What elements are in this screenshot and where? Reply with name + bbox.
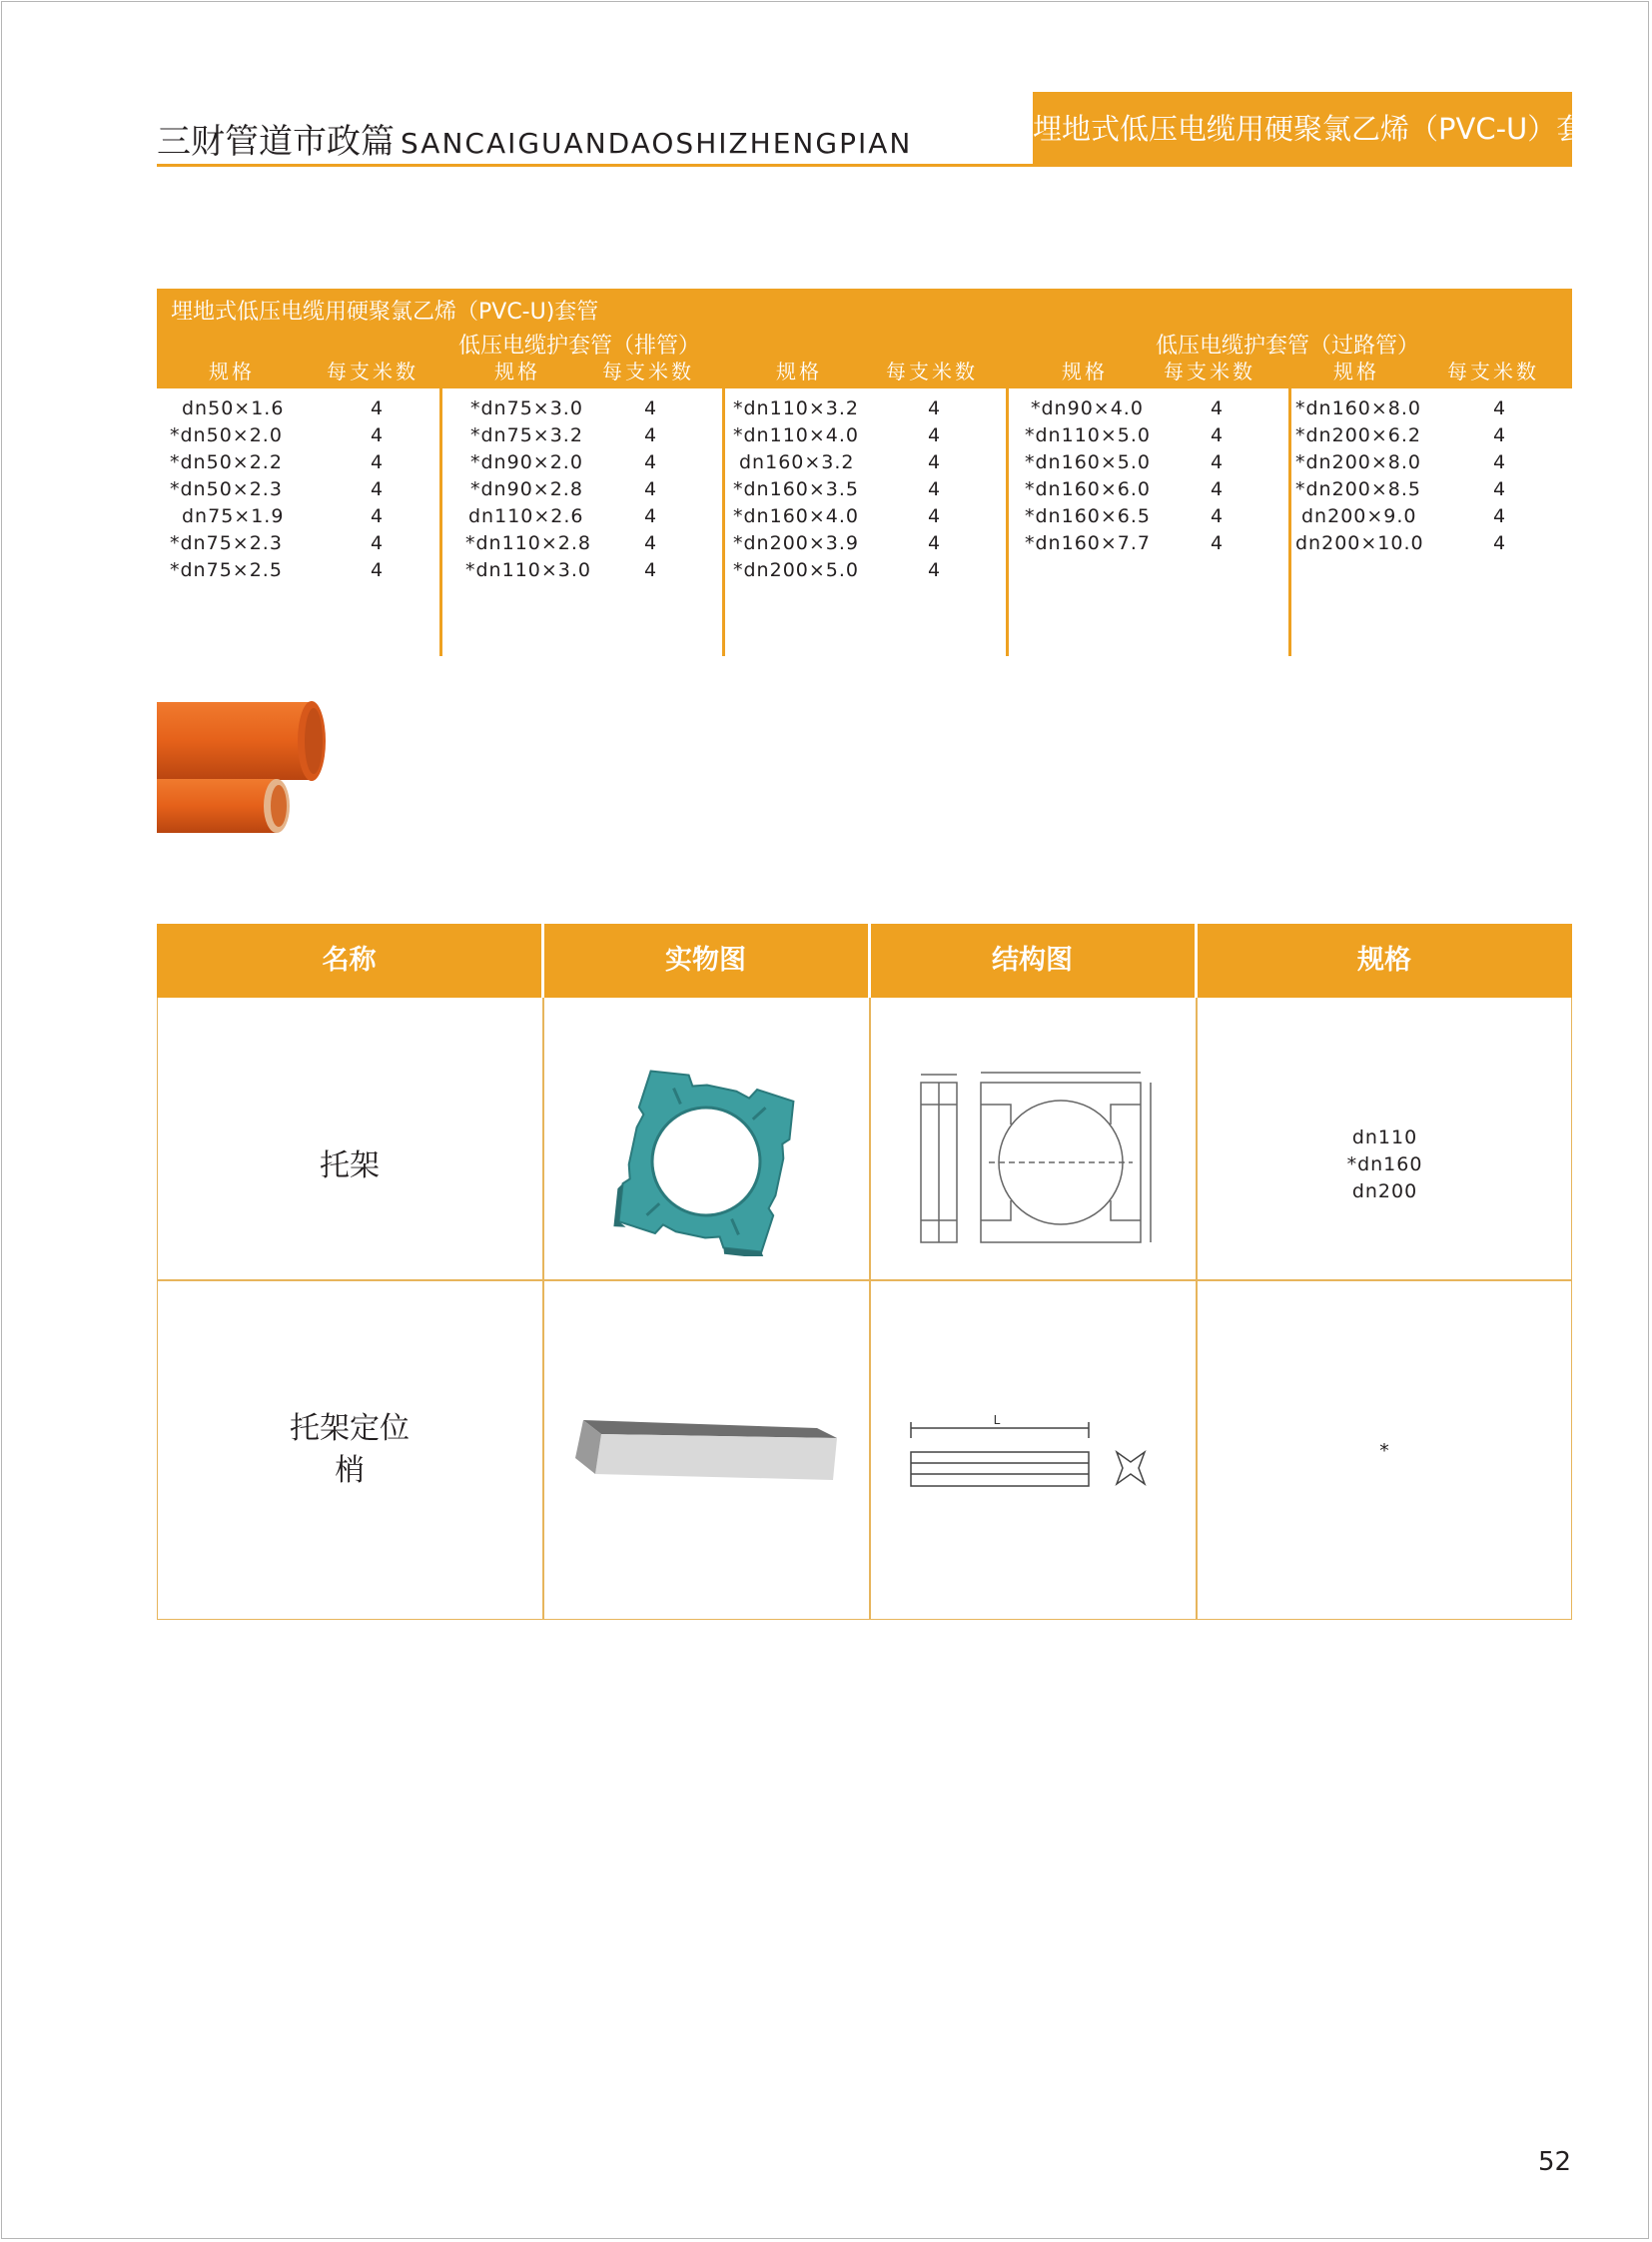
spec-table-title: 埋地式低压电缆用硬聚氯乙烯（PVC-U)套管 <box>171 300 599 325</box>
bracket-structure-drawing <box>911 1065 1161 1256</box>
page-title <box>157 120 912 166</box>
count-value: 4 <box>371 397 385 419</box>
count-value: 4 <box>371 532 385 554</box>
spec-value: *dn50×2.3 <box>170 478 283 500</box>
count-value: 4 <box>928 451 942 473</box>
col-header-spec: 规格 <box>776 360 822 383</box>
count-value: 4 <box>1493 424 1507 446</box>
column-divider <box>1288 388 1291 656</box>
spec-value: *dn110×3.0 <box>465 559 592 581</box>
spec-value: *dn200×8.5 <box>1295 478 1422 500</box>
count-list-col2 <box>644 395 657 584</box>
spec-value: dn75×1.9 <box>182 505 285 527</box>
header-photo: 实物图 <box>665 945 746 976</box>
count-value: 4 <box>644 478 658 500</box>
count-value: 4 <box>928 478 942 500</box>
col-header-spec: 规格 <box>1333 360 1379 383</box>
count-list-col4 <box>1211 395 1224 557</box>
spec-value: *dn110×5.0 <box>1025 424 1152 446</box>
locating-pin-photo <box>571 1412 841 1492</box>
row-divider <box>157 1279 1572 1281</box>
group-label-paiguan: 低压电缆护套管（排管） <box>458 334 701 359</box>
count-value: 4 <box>928 397 942 419</box>
count-value: 4 <box>1493 451 1507 473</box>
count-value: 4 <box>371 451 385 473</box>
col-header-spec: 规格 <box>1062 360 1108 383</box>
count-value: 4 <box>371 424 385 446</box>
count-value: 4 <box>644 505 658 527</box>
count-value: 4 <box>1211 451 1225 473</box>
spec-list-col4 <box>1025 395 1151 557</box>
product-table <box>157 924 1572 1620</box>
spec-table-header <box>157 289 1572 388</box>
pvc-pipe-photo <box>157 699 327 834</box>
count-value: 4 <box>644 424 658 446</box>
spec-value: *dn160 <box>1346 1153 1423 1175</box>
spec-value: *dn50×2.0 <box>170 424 283 446</box>
group-label-guolu: 低压电缆护套管（过路管） <box>1156 334 1420 359</box>
spec-value: *dn75×2.3 <box>170 532 283 554</box>
header-divider <box>541 924 544 998</box>
header-divider <box>868 924 871 998</box>
product-table-header <box>157 924 1572 998</box>
spec-value: dn200 <box>1351 1180 1418 1202</box>
spec-value: *dn90×4.0 <box>1031 397 1144 419</box>
count-value: 4 <box>1493 532 1507 554</box>
spec-value: *dn110×4.0 <box>733 424 860 446</box>
title-latin: SANCAIGUANDAOSHIZHENGPIAN <box>401 127 913 160</box>
header-divider <box>1195 924 1198 998</box>
col-header-count: 每支米数 <box>1164 360 1255 383</box>
product-name-line: 托架定位 <box>290 1411 410 1446</box>
col-header-count: 每支米数 <box>602 360 694 383</box>
count-value: 4 <box>644 559 658 581</box>
column-divider <box>1196 998 1198 1620</box>
bracket-spec-list <box>1198 1124 1572 1205</box>
count-value: 4 <box>644 532 658 554</box>
spec-value: *dn160×8.0 <box>1295 397 1422 419</box>
spec-value: *dn50×2.2 <box>170 451 283 473</box>
count-value: 4 <box>1493 478 1507 500</box>
col-header-spec: 规格 <box>494 360 540 383</box>
column-divider <box>542 998 544 1620</box>
page-number: 52 <box>1538 2147 1572 2177</box>
product-name-locating-pin <box>157 1408 542 1492</box>
spec-value: dn160×3.2 <box>739 451 855 473</box>
count-value: 4 <box>1211 478 1225 500</box>
count-value: 4 <box>644 451 658 473</box>
header-spec: 规格 <box>1357 945 1411 976</box>
spec-value: *dn160×3.5 <box>733 478 860 500</box>
product-name-bracket: 托架 <box>320 1148 380 1183</box>
col-header-count: 每支米数 <box>886 360 978 383</box>
count-value: 4 <box>1211 505 1225 527</box>
locating-pin-structure-drawing <box>907 1408 1157 1498</box>
spec-value: dn200×10.0 <box>1295 532 1424 554</box>
spec-list-col5 <box>1295 395 1424 557</box>
spec-value: *dn200×3.9 <box>733 532 860 554</box>
count-value: 4 <box>1493 505 1507 527</box>
column-divider <box>1006 388 1009 656</box>
spec-value: *dn160×5.0 <box>1025 451 1152 473</box>
spec-list-col3 <box>733 395 859 584</box>
spec-value: *dn160×7.7 <box>1025 532 1152 554</box>
spec-value: *dn90×2.0 <box>470 451 583 473</box>
product-name-line: 梢 <box>335 1453 365 1488</box>
count-list-col1 <box>371 395 384 584</box>
count-value: 4 <box>1211 424 1225 446</box>
spec-value: dn200×9.0 <box>1301 505 1417 527</box>
count-value: 4 <box>928 505 942 527</box>
count-value: 4 <box>928 532 942 554</box>
column-divider <box>439 388 442 656</box>
count-value: 4 <box>371 505 385 527</box>
spec-value: *dn160×6.5 <box>1025 505 1152 527</box>
spec-value: *dn160×4.0 <box>733 505 860 527</box>
count-list-col5 <box>1493 395 1506 557</box>
header-structure: 结构图 <box>992 945 1073 976</box>
locating-pin-spec: * <box>1379 1440 1390 1462</box>
column-divider <box>722 388 725 656</box>
spec-list-col2 <box>465 395 591 584</box>
spec-list-col1 <box>170 395 284 584</box>
spec-value: *dn110×2.8 <box>465 532 592 554</box>
dimension-label: L <box>993 1413 1001 1427</box>
count-value: 4 <box>928 559 942 581</box>
spec-value: *dn90×2.8 <box>470 478 583 500</box>
category-banner: 埋地式低压电缆用硬聚氯乙烯（PVC-U）套管 <box>1033 92 1572 166</box>
col-header-count: 每支米数 <box>327 360 418 383</box>
count-list-col3 <box>928 395 941 584</box>
spec-value: *dn200×6.2 <box>1295 424 1422 446</box>
spec-value: dn50×1.6 <box>182 397 285 419</box>
count-value: 4 <box>928 424 942 446</box>
count-value: 4 <box>371 559 385 581</box>
count-value: 4 <box>1211 532 1225 554</box>
count-value: 4 <box>371 478 385 500</box>
count-value: 4 <box>1493 397 1507 419</box>
spec-value: *dn75×3.2 <box>470 424 583 446</box>
col-header-spec: 规格 <box>209 360 255 383</box>
spec-value: *dn110×3.2 <box>733 397 860 419</box>
spec-value: *dn200×8.0 <box>1295 451 1422 473</box>
spec-value: *dn200×5.0 <box>733 559 860 581</box>
spec-value: dn110×2.6 <box>468 505 584 527</box>
spec-value: *dn75×2.5 <box>170 559 283 581</box>
column-divider <box>869 998 871 1620</box>
count-value: 4 <box>1211 397 1225 419</box>
spec-value: *dn75×3.0 <box>470 397 583 419</box>
title-cn: 三财管道市政篇 <box>157 122 395 162</box>
spec-value: *dn160×6.0 <box>1025 478 1152 500</box>
count-value: 4 <box>644 397 658 419</box>
col-header-count: 每支米数 <box>1447 360 1539 383</box>
bracket-photo <box>611 1067 801 1256</box>
spec-value: dn110 <box>1351 1126 1418 1148</box>
header-name: 名称 <box>322 945 377 976</box>
